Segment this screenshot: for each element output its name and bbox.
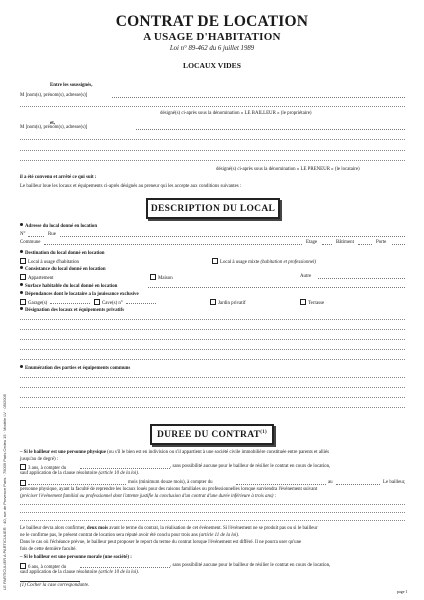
lessor-name-label: M [nom(s), prénom(s), adresse(s)] (20, 93, 88, 98)
law-reference: Loi n° 89-462 du 6 juillet 1989 (169, 45, 255, 52)
short-term-description: personne physique, ayant la faculté de reprendre les locaux loués pour des raisons familiales ou professionnelles lorsque surviendra l'événement suivant (20, 487, 318, 492)
and-label: et, (50, 121, 56, 126)
document-subtitle: A USAGE D'HABITATION (143, 31, 281, 43)
bullet-icon (20, 283, 23, 286)
terrace-option[interactable]: Terrasse (300, 300, 324, 307)
confirmation-paragraph: Le bailleur devra alors confirmer, deux mois avant le terme du contrat, la réalisation de cet événement. Si l'événement ne se produit pas ou si le bailleur (20, 526, 318, 531)
street-label: Rue (48, 232, 56, 237)
cellar-option[interactable]: Cave(s) n° (94, 300, 123, 307)
commune-field[interactable] (44, 244, 302, 245)
three-year-terms: , sans possibilité aucune pour le bailleur de résilier le contrat en cours de location, (170, 464, 331, 469)
tenant-line-2[interactable] (20, 139, 405, 140)
short-term-event-instruction: (préciser l'événement familial ou professionnel dont l'attente justifie la conclusion d'un contrat d'une durée inférieure à trois ans) : (20, 494, 277, 499)
postponement-paragraph: Dans le cas où l'échéance prévue, le bailleur peut proposer le report du terme du contrat lorsque l'événement est différé. Il ne pourra user qu'une (20, 540, 302, 545)
address-heading: Adresse du local donné en location (20, 224, 97, 230)
lease-type: LOCAUX VIDES (183, 61, 241, 70)
short-term-months-field[interactable] (28, 484, 126, 485)
building-field[interactable] (358, 244, 372, 245)
surface-heading: Surface habitable du local donné en location (20, 284, 117, 290)
private-premises-line-2[interactable] (20, 329, 405, 330)
private-premises-line-3[interactable] (20, 339, 405, 340)
private-premises-heading: Désignation des locaux et équipements privatifs (20, 308, 124, 314)
tenant-line-4[interactable] (20, 160, 405, 161)
footnote-rule (20, 581, 80, 582)
agreement-statement: il a été convenu et arrêté ce qui suit : (20, 175, 97, 180)
lessor-line-2[interactable] (20, 106, 405, 107)
house-option[interactable]: Maison (150, 275, 173, 282)
cellar-field[interactable] (126, 303, 156, 304)
checkbox[interactable] (94, 299, 100, 305)
duration-individual-intro-2: jusqu'au 4e degré) : (20, 457, 59, 462)
checkbox[interactable] (20, 563, 26, 569)
checkbox[interactable] (300, 299, 306, 305)
garage-option[interactable]: Garage(s) (20, 300, 47, 307)
event-line-3[interactable] (20, 520, 405, 521)
tenant-name-line[interactable] (136, 129, 405, 130)
checkbox[interactable] (20, 480, 26, 486)
duration-company-intro: – Si le bailleur est une personne morale (une société) : (20, 555, 132, 560)
number-label: N° (20, 232, 26, 237)
building-label: Bâtiment (336, 240, 354, 245)
duration-individual-intro: – Si le bailleur est une personne physique (ou s'il le bien est en indivision ou s'il appartient à une société civile immobilière constituée entre parents et alliés (20, 450, 330, 455)
bullet-icon (20, 365, 23, 368)
bullet-icon (20, 266, 23, 269)
common-parts-heading: Enumération des parties et équipements communs (20, 366, 130, 372)
common-parts-line-3[interactable] (20, 397, 405, 398)
checkbox[interactable] (150, 274, 156, 280)
tenant-line-3[interactable] (20, 150, 405, 151)
other-field[interactable] (318, 278, 405, 279)
bullet-icon (20, 223, 23, 226)
publisher-sidebar: LE PARTICULIER A PARTICULIER · 40, rue de Provence Paris · 75009 Paris Cedex 15 · Modèle LV · 05/2005 (2, 394, 7, 590)
six-year-clause: sauf application de la clause résolutoire (article 10 de la loi). (20, 570, 140, 575)
short-term-end-field[interactable] (336, 484, 380, 485)
checkbox[interactable] (20, 258, 26, 264)
private-premises-line-4[interactable] (20, 349, 405, 350)
garden-option[interactable]: Jardin privatif (210, 300, 246, 307)
number-field[interactable] (28, 236, 44, 237)
six-year-start-field[interactable] (80, 567, 170, 568)
checkbox[interactable] (20, 274, 26, 280)
common-parts-line-1[interactable] (20, 377, 405, 378)
checkbox[interactable] (20, 464, 26, 470)
checkbox[interactable] (210, 299, 216, 305)
checkbox[interactable] (212, 258, 218, 264)
common-parts-line-4[interactable] (20, 407, 405, 408)
lease-intro: Le bailleur loue les locaux et équipements ci-après désignés au preneur qui les accepte aux conditions suivantes : (20, 184, 242, 189)
street-field[interactable] (60, 236, 405, 237)
three-year-option[interactable]: 3 ans, à compter du (20, 465, 66, 472)
door-field[interactable] (392, 244, 405, 245)
floor-field[interactable] (322, 244, 332, 245)
surface-field[interactable] (148, 287, 405, 288)
common-parts-line-2[interactable] (20, 387, 405, 388)
duration-section-header: DUREE DU CONTRAT$^{(1)}$ (150, 424, 274, 445)
destination-heading: Destination du local donné en location (20, 251, 104, 257)
short-term-months-label: mois (minimum douze mois), à compter du (128, 480, 213, 485)
short-term-start-field[interactable] (236, 484, 326, 485)
checkbox[interactable] (20, 299, 26, 305)
footnote: (1) Cocher la case correspondante. (20, 583, 90, 588)
tenant-name-label: M [nom(s), prénom(s), adresse(s)] (20, 125, 88, 130)
bullet-icon (20, 291, 23, 294)
private-premises-line-5[interactable] (20, 359, 405, 360)
event-line-1[interactable] (20, 504, 405, 505)
confirmation-paragraph-2: ne le confirme pas, le présent contrat de location sera réputé avoir été conclu pour trois ans (article 11 de la loi). (20, 533, 240, 538)
bullet-icon (20, 307, 23, 310)
short-term-lessor-label: Le bailleur, (383, 480, 406, 485)
short-term-end-label: au (328, 480, 333, 485)
three-year-clause: sauf application de la clause résolutoire (article 10 de la loi). (20, 471, 140, 476)
floor-label: Etage (306, 240, 318, 245)
document-title: CONTRAT DE LOCATION (115, 13, 309, 30)
outbuildings-heading: Dépendances dont le locataire a la jouissance exclusive (20, 292, 139, 298)
commune-label: Commune (20, 240, 41, 245)
private-premises-line-1[interactable] (20, 319, 405, 320)
apartment-option[interactable]: Appartement (20, 275, 54, 282)
page-number: page 1 (397, 589, 408, 594)
six-year-option[interactable]: 6 ans, à compter du (20, 564, 66, 571)
lessor-name-line[interactable] (112, 97, 405, 98)
composition-heading: Consistance du local donné en location (20, 267, 106, 273)
door-label: Porte (376, 240, 387, 245)
lessor-designation: désigné(s) ci-après sous la dénomination « LE BAILLEUR » (le propriétaire) (160, 111, 312, 116)
garage-field[interactable] (50, 303, 90, 304)
description-section-header: DESCRIPTION DU LOCAL (146, 198, 280, 219)
tenant-designation: désigné(s) ci-après sous la dénomination « LE PRENEUR » (le locataire) (216, 167, 360, 172)
three-year-start-field[interactable] (80, 468, 170, 469)
usage-mixed-option[interactable]: Local à usage mixte (habitation et professionnel) (212, 259, 316, 266)
event-line-2[interactable] (20, 512, 405, 513)
usage-residential-option[interactable]: Local à usage d'habitation (20, 259, 79, 266)
parties-intro: Entre les soussignés, (50, 83, 93, 88)
bullet-icon (20, 250, 23, 253)
other-label: Autre (300, 274, 312, 279)
six-year-terms: , sans possibilité aucune pour le bailleur de résilier le contrat en cours de location, (170, 563, 331, 568)
postponement-paragraph-2: fois de cette dernière faculté. (20, 547, 77, 552)
